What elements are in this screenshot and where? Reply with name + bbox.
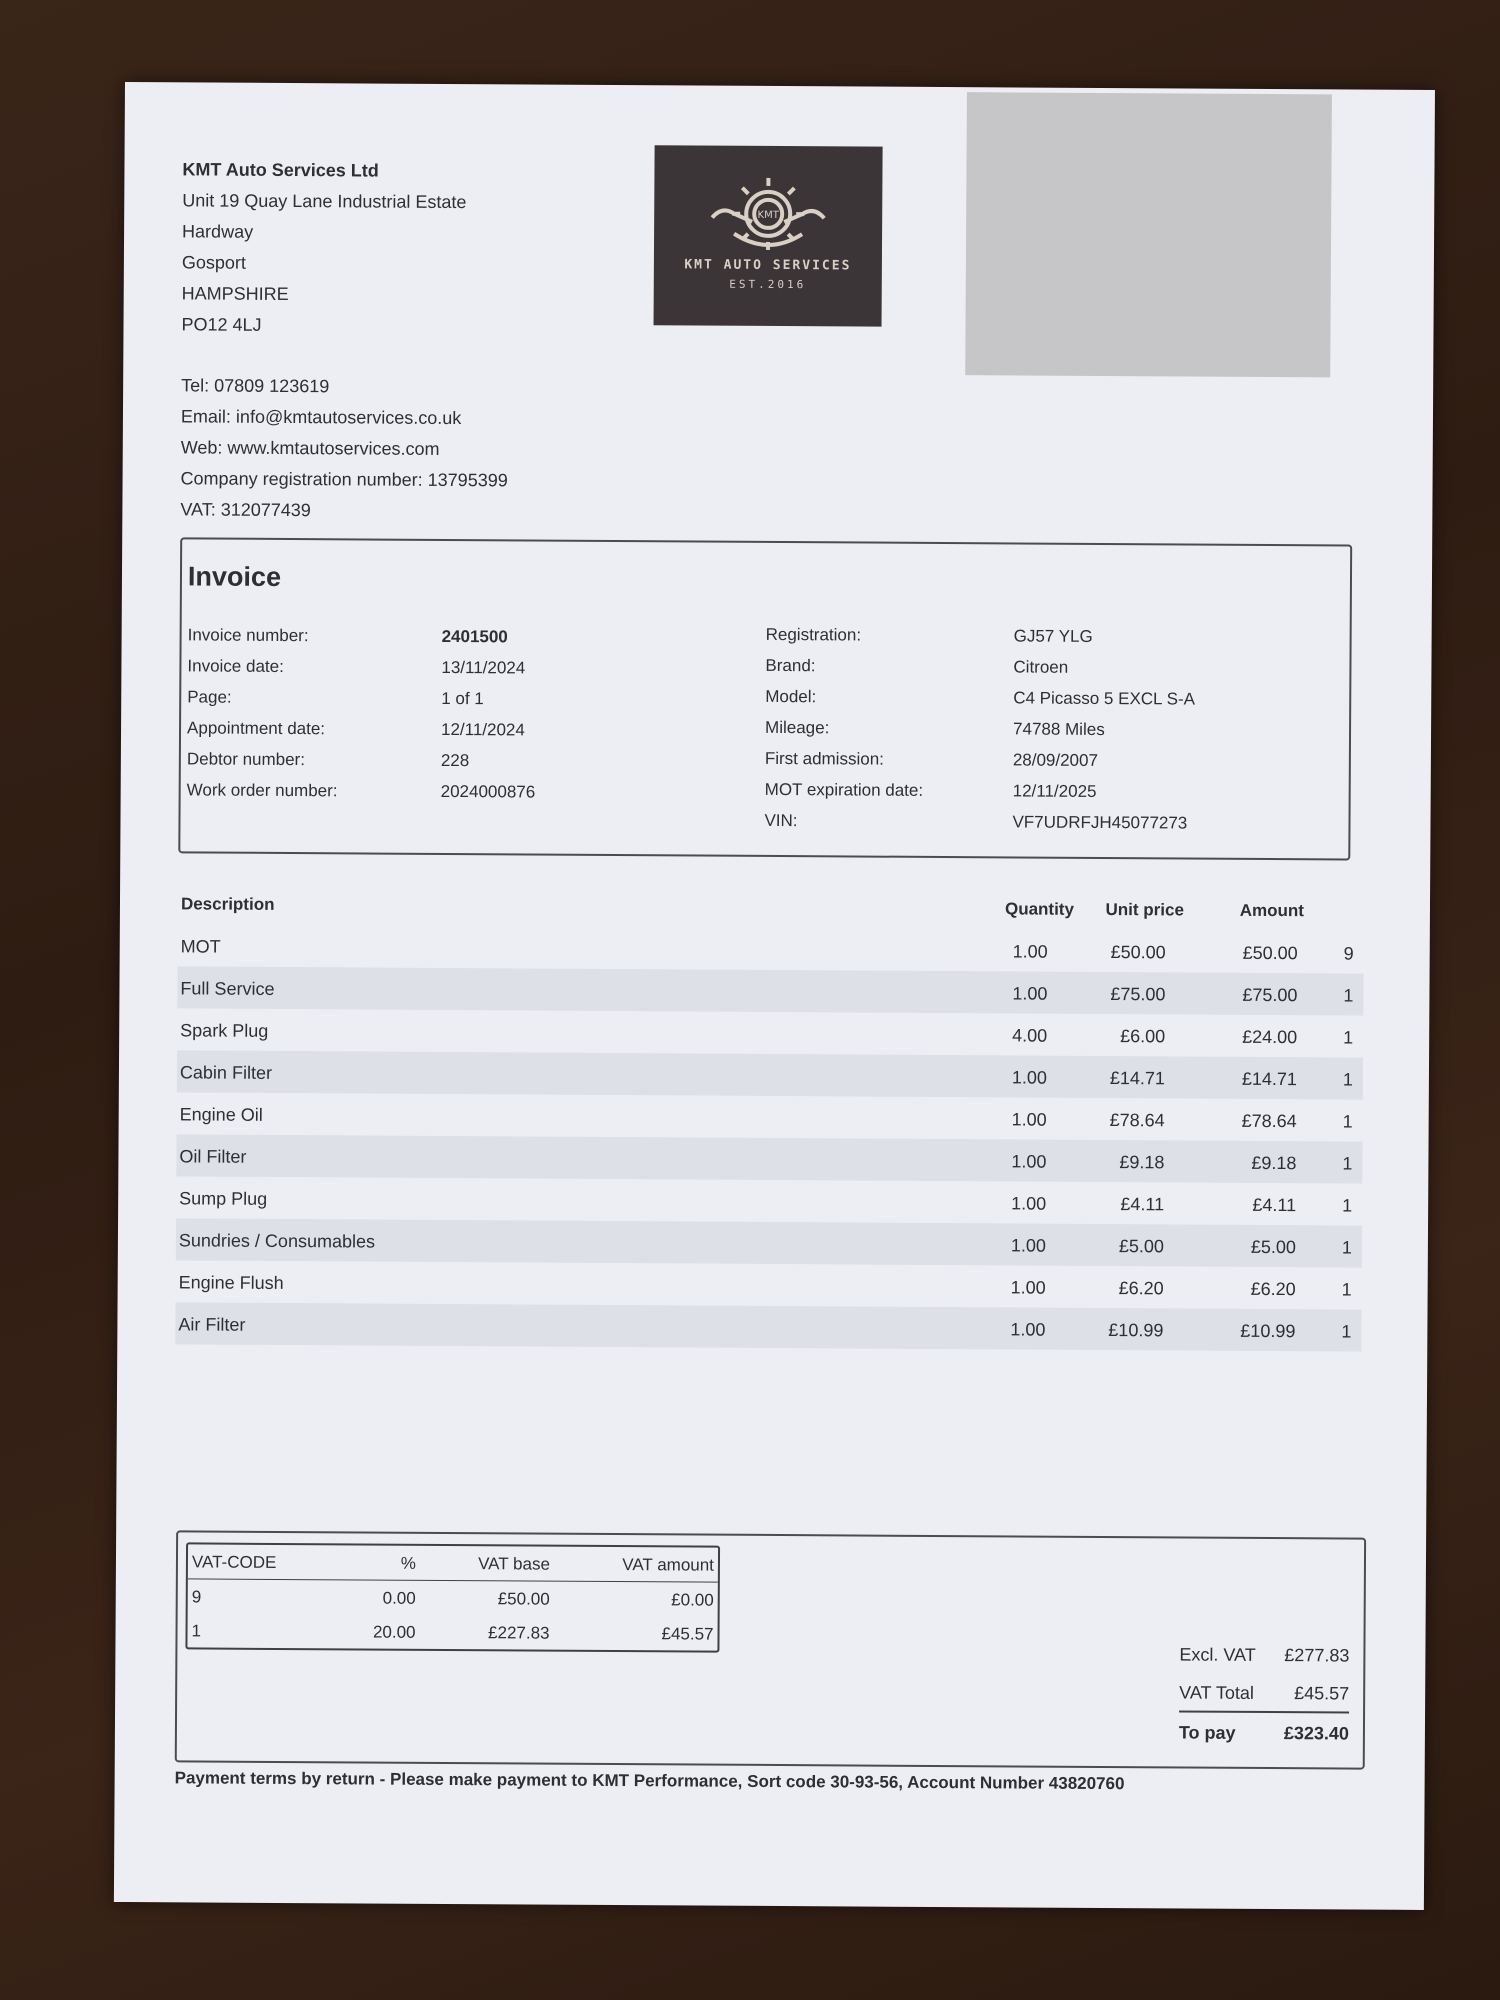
invoice-sheet: [114, 82, 1435, 1910]
vehicle-labels: [764, 619, 924, 837]
item-amount: £5.00: [1250, 1236, 1296, 1258]
item-quantity: 1.00: [1010, 1235, 1046, 1256]
vat-percent: 20.00: [372, 1622, 416, 1642]
item-description: Air Filter: [178, 1314, 246, 1335]
logo-established: EST.2016: [729, 277, 807, 292]
item-amount: £75.00: [1242, 984, 1298, 1006]
item-amount: £14.71: [1241, 1068, 1297, 1090]
item-description: Engine Oil: [179, 1104, 263, 1125]
redacted-area: [965, 92, 1332, 377]
vat-amount: £45.57: [661, 1624, 714, 1644]
vehicle-label: VIN:: [764, 810, 798, 831]
item-unit-price: £9.18: [1119, 1152, 1165, 1173]
vat-percent: 0.00: [382, 1588, 416, 1608]
page-number: 1 of 1: [441, 688, 484, 709]
invoice-date: 13/11/2024: [441, 657, 526, 678]
item-amount: £4.11: [1252, 1194, 1297, 1216]
company-email: Email: info@kmtautoservices.co.uk: [180, 406, 462, 429]
item-description: Engine Flush: [178, 1272, 284, 1293]
invoice-title: Invoice: [187, 561, 282, 592]
item-unit-price: £50.00: [1110, 942, 1166, 963]
item-unit-price: £6.00: [1120, 1026, 1166, 1047]
item-quantity: 1.00: [1011, 1109, 1047, 1130]
invoice-values: [441, 621, 537, 808]
header-quantity: Quantity: [1004, 899, 1075, 919]
vat-amount: £0.00: [671, 1590, 714, 1610]
line-items-body: [175, 924, 1364, 1351]
vat-header-amount: VAT amount: [622, 1555, 715, 1575]
item-vat-code: 1: [1341, 1237, 1352, 1258]
company-contact-block: [180, 370, 508, 527]
totals-box: [175, 1530, 1366, 1769]
vehicle-label: Registration:: [765, 624, 862, 645]
address-line: Gosport: [181, 252, 246, 273]
address-line: Unit 19 Quay Lane Industrial Estate: [182, 190, 467, 213]
item-quantity: 1.00: [1010, 1319, 1046, 1340]
invoice-label: Debtor number:: [186, 749, 306, 770]
invoice-details-box: [178, 537, 1352, 860]
item-vat-code: 1: [1342, 1111, 1353, 1132]
vat-table: [185, 1542, 720, 1652]
item-amount: £78.64: [1241, 1110, 1297, 1132]
vat-header-percent: %: [400, 1553, 417, 1573]
excl-vat-label: Excl. VAT: [1179, 1644, 1256, 1665]
vat-row: [188, 1579, 718, 1616]
table-row: [178, 924, 1364, 973]
vat-row: [187, 1613, 717, 1650]
item-amount: £24.00: [1242, 1026, 1298, 1048]
vehicle-label: Mileage:: [765, 717, 830, 738]
item-description: Oil Filter: [179, 1146, 247, 1167]
line-items-header: [178, 882, 1364, 931]
table-row: [176, 1134, 1362, 1183]
vat-base: £50.00: [497, 1589, 550, 1609]
item-vat-code: 1: [1342, 1153, 1353, 1174]
item-vat-code: 1: [1341, 1279, 1352, 1300]
address-line: Hardway: [182, 221, 254, 242]
item-vat-code: 1: [1343, 985, 1354, 1006]
summary-excl-vat: [1179, 1634, 1349, 1673]
invoice-label: Work order number:: [186, 780, 338, 801]
company-logo: [654, 145, 883, 326]
item-amount: £6.20: [1250, 1278, 1296, 1300]
invoice-labels: [187, 619, 339, 806]
item-quantity: 1.00: [1011, 1151, 1047, 1172]
vehicle-label: Model:: [765, 686, 817, 707]
item-description: Full Service: [180, 978, 275, 999]
payment-terms: Payment terms by return - Please make payment to KMT Performance, Sort code 30-93-56, Account Number 43820760: [174, 1768, 1125, 1794]
vat-code: 1: [191, 1621, 202, 1641]
company-web: Web: www.kmtautoservices.com: [180, 437, 440, 459]
item-description: Spark Plug: [180, 1020, 269, 1041]
item-unit-price: £78.64: [1109, 1110, 1165, 1131]
item-unit-price: £10.99: [1108, 1320, 1164, 1341]
work-order-number: 2024000876: [440, 781, 536, 802]
item-vat-code: 1: [1343, 1027, 1354, 1048]
invoice-summary: [1179, 1634, 1350, 1751]
to-pay-label: To pay: [1178, 1722, 1236, 1743]
item-unit-price: £6.20: [1118, 1278, 1164, 1299]
debtor-number: 228: [440, 750, 470, 771]
header-description: Description: [180, 894, 275, 914]
item-quantity: 1.00: [1010, 1277, 1046, 1298]
brand: Citroen: [1013, 657, 1069, 677]
excl-vat-value: £277.83: [1284, 1645, 1350, 1666]
item-description: MOT: [180, 936, 221, 957]
gear-wrench-icon: [704, 174, 832, 257]
invoice-label: Invoice date:: [187, 656, 284, 676]
address-line: PO12 4LJ: [181, 314, 262, 335]
item-description: Sundries / Consumables: [178, 1230, 376, 1252]
item-unit-price: £14.71: [1109, 1068, 1165, 1089]
item-quantity: 4.00: [1012, 1025, 1048, 1046]
company-address-block: [181, 154, 466, 342]
item-quantity: 1.00: [1011, 1067, 1047, 1088]
vehicle-label: MOT expiration date:: [764, 779, 924, 800]
item-quantity: 1.00: [1012, 941, 1048, 962]
mot-expiration-date: 12/11/2025: [1012, 781, 1097, 801]
line-items-table: [175, 882, 1364, 1351]
invoice-label: Invoice number:: [187, 625, 309, 646]
to-pay-value: £323.40: [1283, 1723, 1349, 1744]
registration: GJ57 YLG: [1013, 626, 1093, 646]
first-admission: 28/09/2007: [1012, 750, 1099, 770]
item-unit-price: £5.00: [1118, 1236, 1164, 1257]
vat-code: 9: [191, 1587, 202, 1607]
table-row: [176, 1176, 1362, 1225]
appointment-date: 12/11/2024: [440, 719, 525, 740]
vehicle-label: Brand:: [765, 655, 816, 676]
company-name: KMT Auto Services Ltd: [182, 159, 379, 181]
item-description: Sump Plug: [179, 1188, 268, 1209]
item-amount: £10.99: [1240, 1320, 1296, 1342]
vat-header-code: VAT-CODE: [191, 1552, 277, 1572]
item-vat-code: 1: [1342, 1195, 1353, 1216]
item-description: Cabin Filter: [179, 1062, 273, 1083]
header-amount: Amount: [1239, 900, 1305, 921]
table-row: [175, 1302, 1361, 1351]
item-quantity: 1.00: [1011, 1193, 1047, 1214]
table-row: [176, 1218, 1362, 1267]
item-amount: £50.00: [1242, 942, 1298, 964]
item-amount: £9.18: [1251, 1152, 1297, 1174]
item-vat-code: 1: [1342, 1069, 1353, 1090]
vat-table-header: [188, 1544, 718, 1582]
company-tel: Tel: 07809 123619: [181, 375, 330, 397]
company-vat: VAT: 312077439: [180, 499, 311, 521]
table-row: [177, 1050, 1363, 1099]
table-row: [177, 1008, 1363, 1057]
logo-monogram: KMT: [757, 209, 779, 221]
item-quantity: 1.00: [1012, 983, 1048, 1004]
item-unit-price: £75.00: [1110, 984, 1166, 1005]
logo-text: KMT AUTO SERVICES: [684, 257, 852, 274]
mileage: 74788 Miles: [1013, 719, 1105, 739]
vat-total-value: £45.57: [1294, 1683, 1350, 1704]
vin: VF7UDRFJH45077273: [1012, 812, 1188, 833]
table-row: [177, 966, 1363, 1015]
vat-base: £227.83: [488, 1623, 550, 1643]
item-vat-code: 9: [1343, 943, 1354, 964]
summary-to-pay: [1179, 1710, 1349, 1751]
invoice-label: Page:: [187, 687, 232, 707]
address-line: HAMPSHIRE: [181, 283, 289, 305]
item-vat-code: 1: [1341, 1321, 1352, 1342]
vat-total-label: VAT Total: [1179, 1682, 1254, 1703]
invoice-label: Appointment date:: [186, 718, 326, 739]
model: C4 Picasso 5 EXCL S-A: [1013, 688, 1196, 709]
vehicle-values: [1012, 620, 1195, 838]
vehicle-label: First admission:: [764, 748, 884, 769]
header-unit-price: Unit price: [1105, 900, 1185, 920]
invoice-number: 2401500: [441, 626, 508, 647]
company-registration: Company registration number: 13795399: [180, 468, 508, 491]
vat-header-base: VAT base: [478, 1554, 551, 1574]
table-row: [177, 1092, 1363, 1141]
summary-vat-total: [1179, 1672, 1349, 1711]
table-row: [176, 1260, 1362, 1309]
item-unit-price: £4.11: [1120, 1194, 1165, 1215]
